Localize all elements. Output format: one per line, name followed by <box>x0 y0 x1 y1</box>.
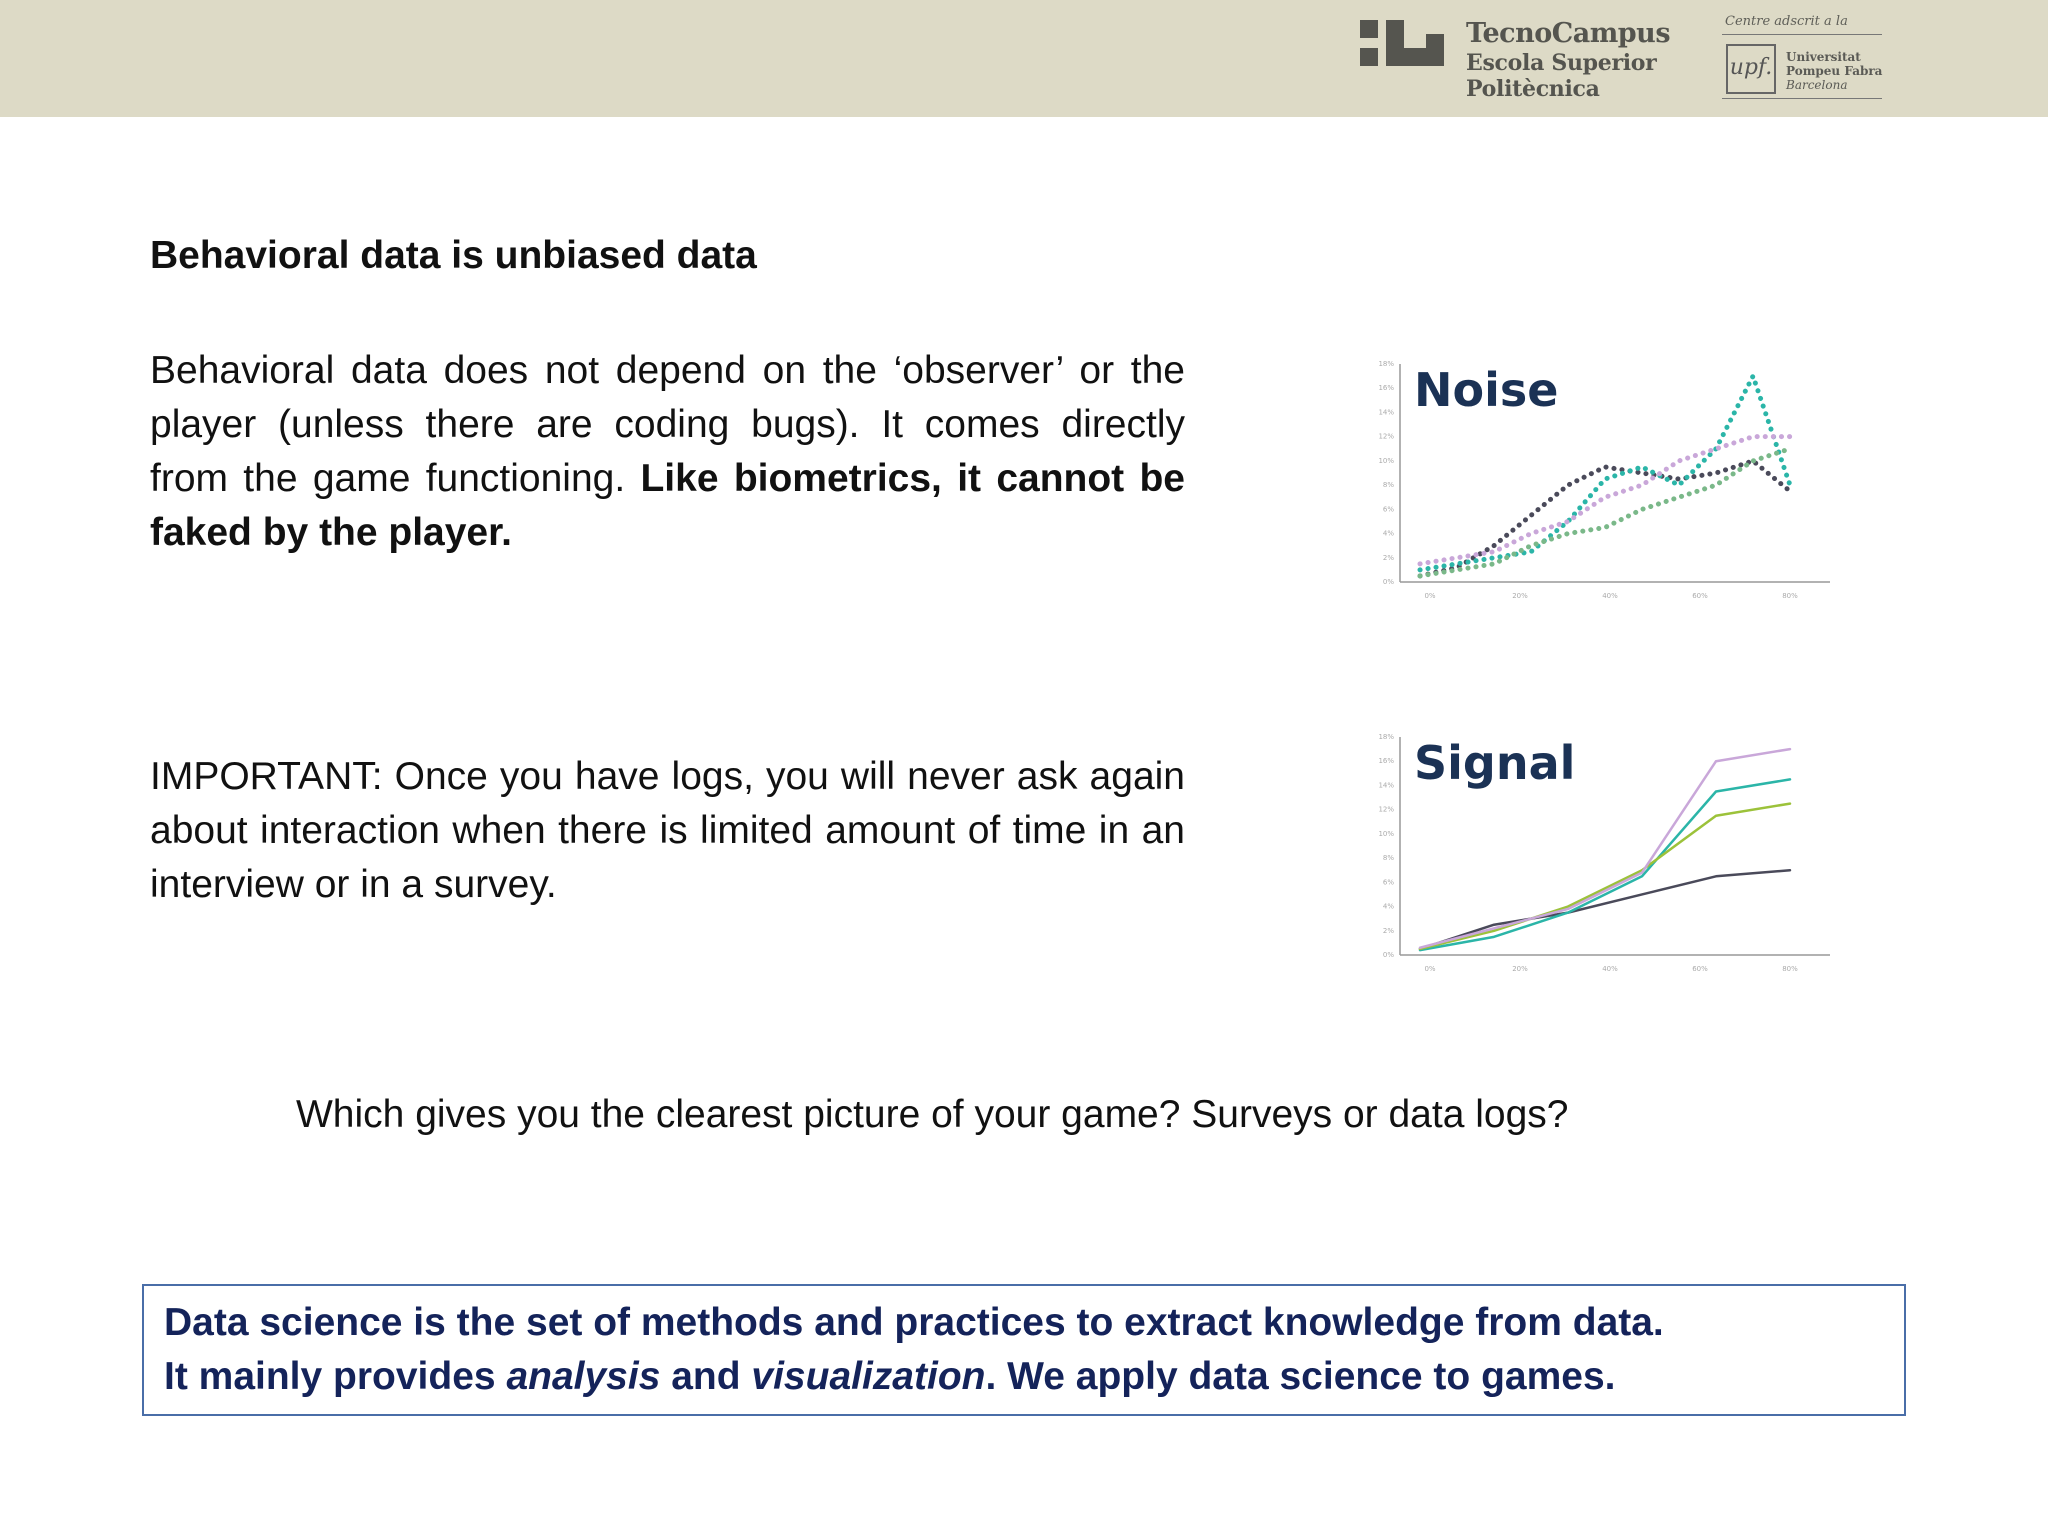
upf-divider-bottom <box>1722 98 1882 99</box>
upf-line-2: Pompeu Fabra <box>1786 64 1883 78</box>
chart-title: Noise <box>1414 363 1559 417</box>
chart-line-series-green <box>1420 804 1790 949</box>
paragraph-behavioral <box>150 344 1185 560</box>
y-tick-label: 10% <box>1378 829 1394 838</box>
y-tick-label: 18% <box>1378 360 1394 368</box>
y-tick-label: 0% <box>1382 951 1394 959</box>
definition-box <box>142 1284 1906 1416</box>
logo-line-2: Escola Superior <box>1466 50 1657 76</box>
x-tick-label: 60% <box>1692 592 1708 600</box>
y-tick-label: 10% <box>1378 456 1394 465</box>
y-tick-label: 16% <box>1378 757 1394 766</box>
noise-chart <box>1360 352 1840 602</box>
definition-part-c: and <box>660 1355 752 1398</box>
y-tick-label: 14% <box>1378 408 1394 417</box>
upf-logo-mark: upf. <box>1726 44 1776 94</box>
x-tick-label: 40% <box>1602 592 1618 600</box>
y-tick-label: 6% <box>1382 878 1394 887</box>
upf-logo-text <box>1786 50 1882 92</box>
y-tick-label: 6% <box>1382 505 1394 514</box>
chart-line-series-lilac <box>1420 437 1790 564</box>
upf-line-1: Universitat <box>1786 50 1861 64</box>
y-tick-label: 12% <box>1378 432 1394 441</box>
x-tick-label: 80% <box>1782 965 1798 973</box>
paragraph-behavioral-emphasis: Like biometrics, it cannot be faked by the player. <box>150 457 1185 554</box>
chart-line-series-dark <box>1420 870 1790 949</box>
definition-analysis: analysis <box>506 1355 661 1398</box>
affiliation-caption: Centre adscrit a la <box>1725 14 1848 29</box>
y-tick-label: 2% <box>1382 553 1394 562</box>
x-tick-label: 20% <box>1512 592 1528 600</box>
paragraph-behavioral-text: Behavioral data does not depend on the ‘observer’ or the player (unless there are coding bugs). It comes directly from the game functioning. <box>150 349 1185 500</box>
x-tick-label: 20% <box>1512 965 1528 973</box>
x-tick-label: 0% <box>1424 592 1436 600</box>
y-tick-label: 16% <box>1378 384 1394 393</box>
y-tick-label: 8% <box>1382 854 1394 863</box>
definition-part-e: . We apply data science to games. <box>985 1355 1616 1398</box>
logo-line-3: Politècnica <box>1466 76 1600 102</box>
upf-divider-top <box>1722 34 1882 35</box>
upf-line-3: Barcelona <box>1786 78 1848 92</box>
definition-line-1: Data science is the set of methods and practices to extract knowledge from data. <box>164 1301 1664 1344</box>
y-tick-label: 8% <box>1382 481 1394 490</box>
logo-line-1: TecnoCampus <box>1466 18 1671 49</box>
x-tick-label: 0% <box>1424 965 1436 973</box>
chart-title: Signal <box>1414 736 1576 790</box>
x-tick-label: 80% <box>1782 592 1798 600</box>
definition-line-2 <box>164 1350 1884 1404</box>
paragraph-important: IMPORTANT: Once you have logs, you will never ask again about interaction when there is limited amount of time in an interview or in a survey. <box>150 755 1185 906</box>
signal-chart <box>1360 725 1840 975</box>
slide-header <box>0 0 2048 117</box>
chart-line-series-teal <box>1420 779 1790 950</box>
y-tick-label: 4% <box>1382 529 1394 538</box>
question-text: Which gives you the clearest picture of your game? Surveys or data logs? <box>296 1093 1569 1136</box>
slide-title: Behavioral data is unbiased data <box>150 234 757 277</box>
definition-visualization: visualization <box>751 1355 986 1398</box>
y-tick-label: 2% <box>1382 926 1394 935</box>
x-tick-label: 60% <box>1692 965 1708 973</box>
y-tick-label: 18% <box>1378 733 1394 741</box>
definition-part-a: It mainly provides <box>164 1355 507 1398</box>
y-tick-label: 4% <box>1382 902 1394 911</box>
tecnocampus-logo-mark <box>1360 20 1444 76</box>
y-tick-label: 14% <box>1378 781 1394 790</box>
x-tick-label: 40% <box>1602 965 1618 973</box>
y-tick-label: 0% <box>1382 578 1394 586</box>
y-tick-label: 12% <box>1378 805 1394 814</box>
tecnocampus-logo-text <box>1466 18 1670 102</box>
